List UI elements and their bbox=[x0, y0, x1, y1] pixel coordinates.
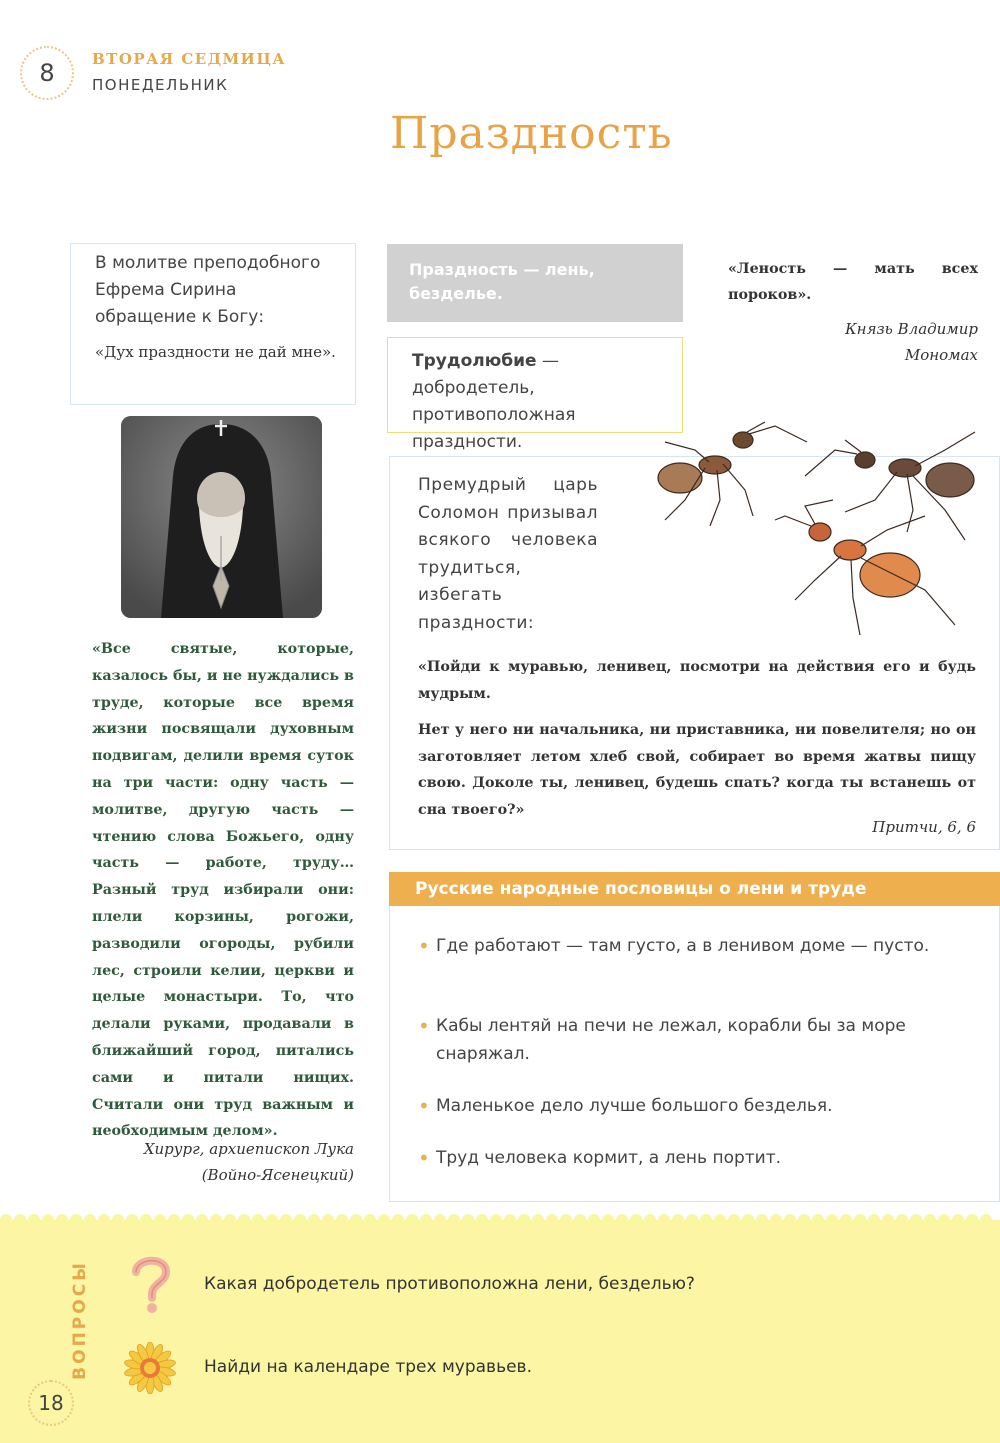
stamp-scallop bbox=[56, 1214, 68, 1226]
stamp-scallop bbox=[896, 1214, 908, 1226]
ant-icon bbox=[658, 422, 807, 526]
stamp-scallop bbox=[728, 1214, 740, 1226]
stamp-scallop bbox=[742, 1214, 754, 1226]
week-number-badge bbox=[20, 46, 74, 100]
stamp-scallop bbox=[868, 1214, 880, 1226]
stamp-scallop bbox=[70, 1214, 82, 1226]
stamp-scallop bbox=[112, 1214, 124, 1226]
stamp-scallop bbox=[686, 1214, 698, 1226]
questions-label-text: ВОПРОСЫ bbox=[70, 1260, 90, 1380]
stamp-scallop bbox=[322, 1214, 334, 1226]
stamp-scallop bbox=[266, 1214, 278, 1226]
intro-text: В молитве преподобного Ефрема Сирина обращение к Богу: bbox=[95, 253, 321, 327]
stamp-scallop bbox=[532, 1214, 544, 1226]
solomon-intro: Премудрый царь Соломон призывал всякого человека трудиться, избегать праздности: bbox=[418, 475, 598, 633]
stamp-scallop bbox=[952, 1214, 964, 1226]
stamp-scallop bbox=[504, 1214, 516, 1226]
proverb-quote-p2: Нет у него ни начальника, ни приставника, ни повелителя; но он заготовляет летом хлеб свой, собирает во время жатвы пищу свою. Доколе ты, ленивец, будешь спать? когда ты встанешь от сна твоего?» bbox=[418, 722, 976, 818]
stamp-scallop bbox=[392, 1214, 404, 1226]
stamp-scallop bbox=[840, 1214, 852, 1226]
bullet-icon: • bbox=[418, 934, 430, 958]
stamp-scallop bbox=[490, 1214, 502, 1226]
diligence-definition-box bbox=[387, 337, 683, 452]
stamp-scallop bbox=[336, 1214, 348, 1226]
stamp-scallop bbox=[476, 1214, 488, 1226]
diligence-definition bbox=[412, 348, 658, 456]
monomakh-author-line1: Князь Владимир bbox=[845, 320, 978, 338]
proverb-item bbox=[418, 1092, 978, 1120]
monomakh-author bbox=[780, 316, 978, 368]
stamp-scallop bbox=[700, 1214, 712, 1226]
proverb-text: Маленькое дело лучше большого безделья. bbox=[436, 1096, 833, 1116]
ant-icon bbox=[775, 500, 955, 635]
stamp-scallop bbox=[812, 1214, 824, 1226]
diligence-text: — добродетель, противоположная праздности. bbox=[412, 351, 576, 452]
stamp-scallop bbox=[798, 1214, 810, 1226]
stamp-scallop bbox=[140, 1214, 152, 1226]
stamp-scallop bbox=[224, 1214, 236, 1226]
intro-box bbox=[70, 243, 356, 405]
monomakh-author-line2: Мономах bbox=[904, 346, 978, 364]
stamp-scallop bbox=[280, 1214, 292, 1226]
day-label: ПОНЕДЕЛЬНИК bbox=[92, 76, 229, 94]
stamp-scallop bbox=[182, 1214, 194, 1226]
stamp-scallop bbox=[784, 1214, 796, 1226]
week-number: 8 bbox=[39, 59, 55, 87]
proverbs-header bbox=[389, 872, 1000, 906]
stamp-scallop bbox=[420, 1214, 432, 1226]
stamp-scallop bbox=[658, 1214, 670, 1226]
monomakh-quote: «Леность — мать всех пороков». bbox=[728, 261, 978, 303]
stamp-scallop bbox=[462, 1214, 474, 1226]
stamp-scallop bbox=[294, 1214, 306, 1226]
stamp-scallop bbox=[378, 1214, 390, 1226]
stamp-scallop bbox=[14, 1214, 26, 1226]
stamp-scallop bbox=[616, 1214, 628, 1226]
diligence-term: Трудолюбие bbox=[412, 351, 537, 371]
stamp-scallop bbox=[168, 1214, 180, 1226]
questions-label bbox=[60, 1252, 100, 1392]
stamp-scallop bbox=[546, 1214, 558, 1226]
stamp-scallop bbox=[350, 1214, 362, 1226]
stamp-scallop bbox=[630, 1214, 642, 1226]
stamp-scallop bbox=[882, 1214, 894, 1226]
stamp-scallop bbox=[518, 1214, 530, 1226]
stamp-scallop bbox=[448, 1214, 460, 1226]
page-number: 18 bbox=[38, 1391, 64, 1415]
stamp-scallop bbox=[672, 1214, 684, 1226]
proverb-item bbox=[418, 1012, 978, 1068]
proverb-text: Труд человека кормит, а лень портит. bbox=[436, 1148, 782, 1168]
stamp-scallop bbox=[196, 1214, 208, 1226]
stamp-scallop bbox=[406, 1214, 418, 1226]
stamp-scallop bbox=[966, 1214, 978, 1226]
idleness-definition: Праздность — лень, безделье. bbox=[409, 260, 595, 303]
proverb-source: Притчи, 6, 6 bbox=[872, 818, 976, 836]
luka-author-line2: (Войно-Ясенецкий) bbox=[201, 1166, 354, 1184]
question-1: Какая добродетель противоположна лени, безделью? bbox=[204, 1274, 695, 1294]
question-2: Найди на календаре трех муравьев. bbox=[204, 1357, 532, 1377]
week-label: ВТОРАЯ СЕДМИЦА bbox=[92, 50, 287, 68]
stamp-scallop bbox=[210, 1214, 222, 1226]
stamp-scallop bbox=[98, 1214, 110, 1226]
stamp-scallop bbox=[126, 1214, 138, 1226]
stamp-scallop bbox=[602, 1214, 614, 1226]
stamp-scallop bbox=[434, 1214, 446, 1226]
stamp-scallop bbox=[644, 1214, 656, 1226]
luka-quote: «Все святые, которые, казалось бы, и не нуждались в труде, которые все время жизни посвящали духовным подвигам, делили время суток на три части: одну часть — молитве, другую часть — чтению слова Божьего, одну часть — работе, труду… Разный труд избирали они: плели корзины, рогожи, разводили огороды, рубили лес, строили келии, церкви и целые монастыри. То, что делали руками, продавали в ближайший город, питались сами и питали нищих. Считали они труд важным и необходимым делом». bbox=[92, 641, 354, 1140]
stamp-scallop bbox=[924, 1214, 936, 1226]
stamp-scallop bbox=[364, 1214, 376, 1226]
bullet-icon: • bbox=[418, 1094, 430, 1118]
sunflower-icon bbox=[124, 1342, 176, 1394]
bullet-icon: • bbox=[418, 1146, 430, 1170]
proverb-item bbox=[418, 932, 978, 960]
luka-author bbox=[100, 1136, 354, 1188]
stamp-scallop bbox=[588, 1214, 600, 1226]
page-number-badge bbox=[28, 1380, 74, 1426]
stamp-edge bbox=[0, 1212, 1000, 1228]
intro-quote: «Дух праздности не дай мне». bbox=[95, 343, 336, 361]
stamp-scallop bbox=[854, 1214, 866, 1226]
stamp-scallop bbox=[756, 1214, 768, 1226]
stamp-scallop bbox=[252, 1214, 264, 1226]
stamp-scallop bbox=[28, 1214, 40, 1226]
proverb-quote-p1: «Пойди к муравью, ленивец, посмотри на действия его и будь мудрым. bbox=[418, 659, 976, 702]
stamp-scallop bbox=[910, 1214, 922, 1226]
stamp-scallop bbox=[938, 1214, 950, 1226]
proverb-quote bbox=[418, 654, 976, 823]
luka-author-line1: Хирург, архиепископ Лука bbox=[143, 1140, 354, 1158]
stamp-scallop bbox=[42, 1214, 54, 1226]
portrait-photo bbox=[121, 416, 322, 618]
idleness-definition-box bbox=[387, 244, 683, 322]
stamp-scallop bbox=[238, 1214, 250, 1226]
proverb-text: Кабы лентяй на печи не лежал, корабли бы за море снаряжал. bbox=[436, 1016, 906, 1064]
proverb-item bbox=[418, 1144, 978, 1172]
page-title: Праздность bbox=[390, 108, 673, 159]
bullet-icon: • bbox=[418, 1014, 430, 1038]
stamp-scallop bbox=[154, 1214, 166, 1226]
stamp-scallop bbox=[770, 1214, 782, 1226]
stamp-scallop bbox=[574, 1214, 586, 1226]
stamp-scallop bbox=[308, 1214, 320, 1226]
stamp-scallop bbox=[980, 1214, 992, 1226]
stamp-scallop bbox=[714, 1214, 726, 1226]
stamp-scallop bbox=[560, 1214, 572, 1226]
proverb-text: Где работают — там густо, а в ленивом доме — пусто. bbox=[436, 936, 930, 956]
proverbs-title: Русские народные пословицы о лени и труде bbox=[415, 879, 867, 899]
question-mark-icon bbox=[128, 1254, 174, 1314]
stamp-scallop bbox=[826, 1214, 838, 1226]
stamp-scallop bbox=[84, 1214, 96, 1226]
ants-illustration bbox=[625, 420, 1000, 640]
stamp-scallop bbox=[0, 1214, 12, 1226]
ant-icon bbox=[805, 432, 975, 540]
